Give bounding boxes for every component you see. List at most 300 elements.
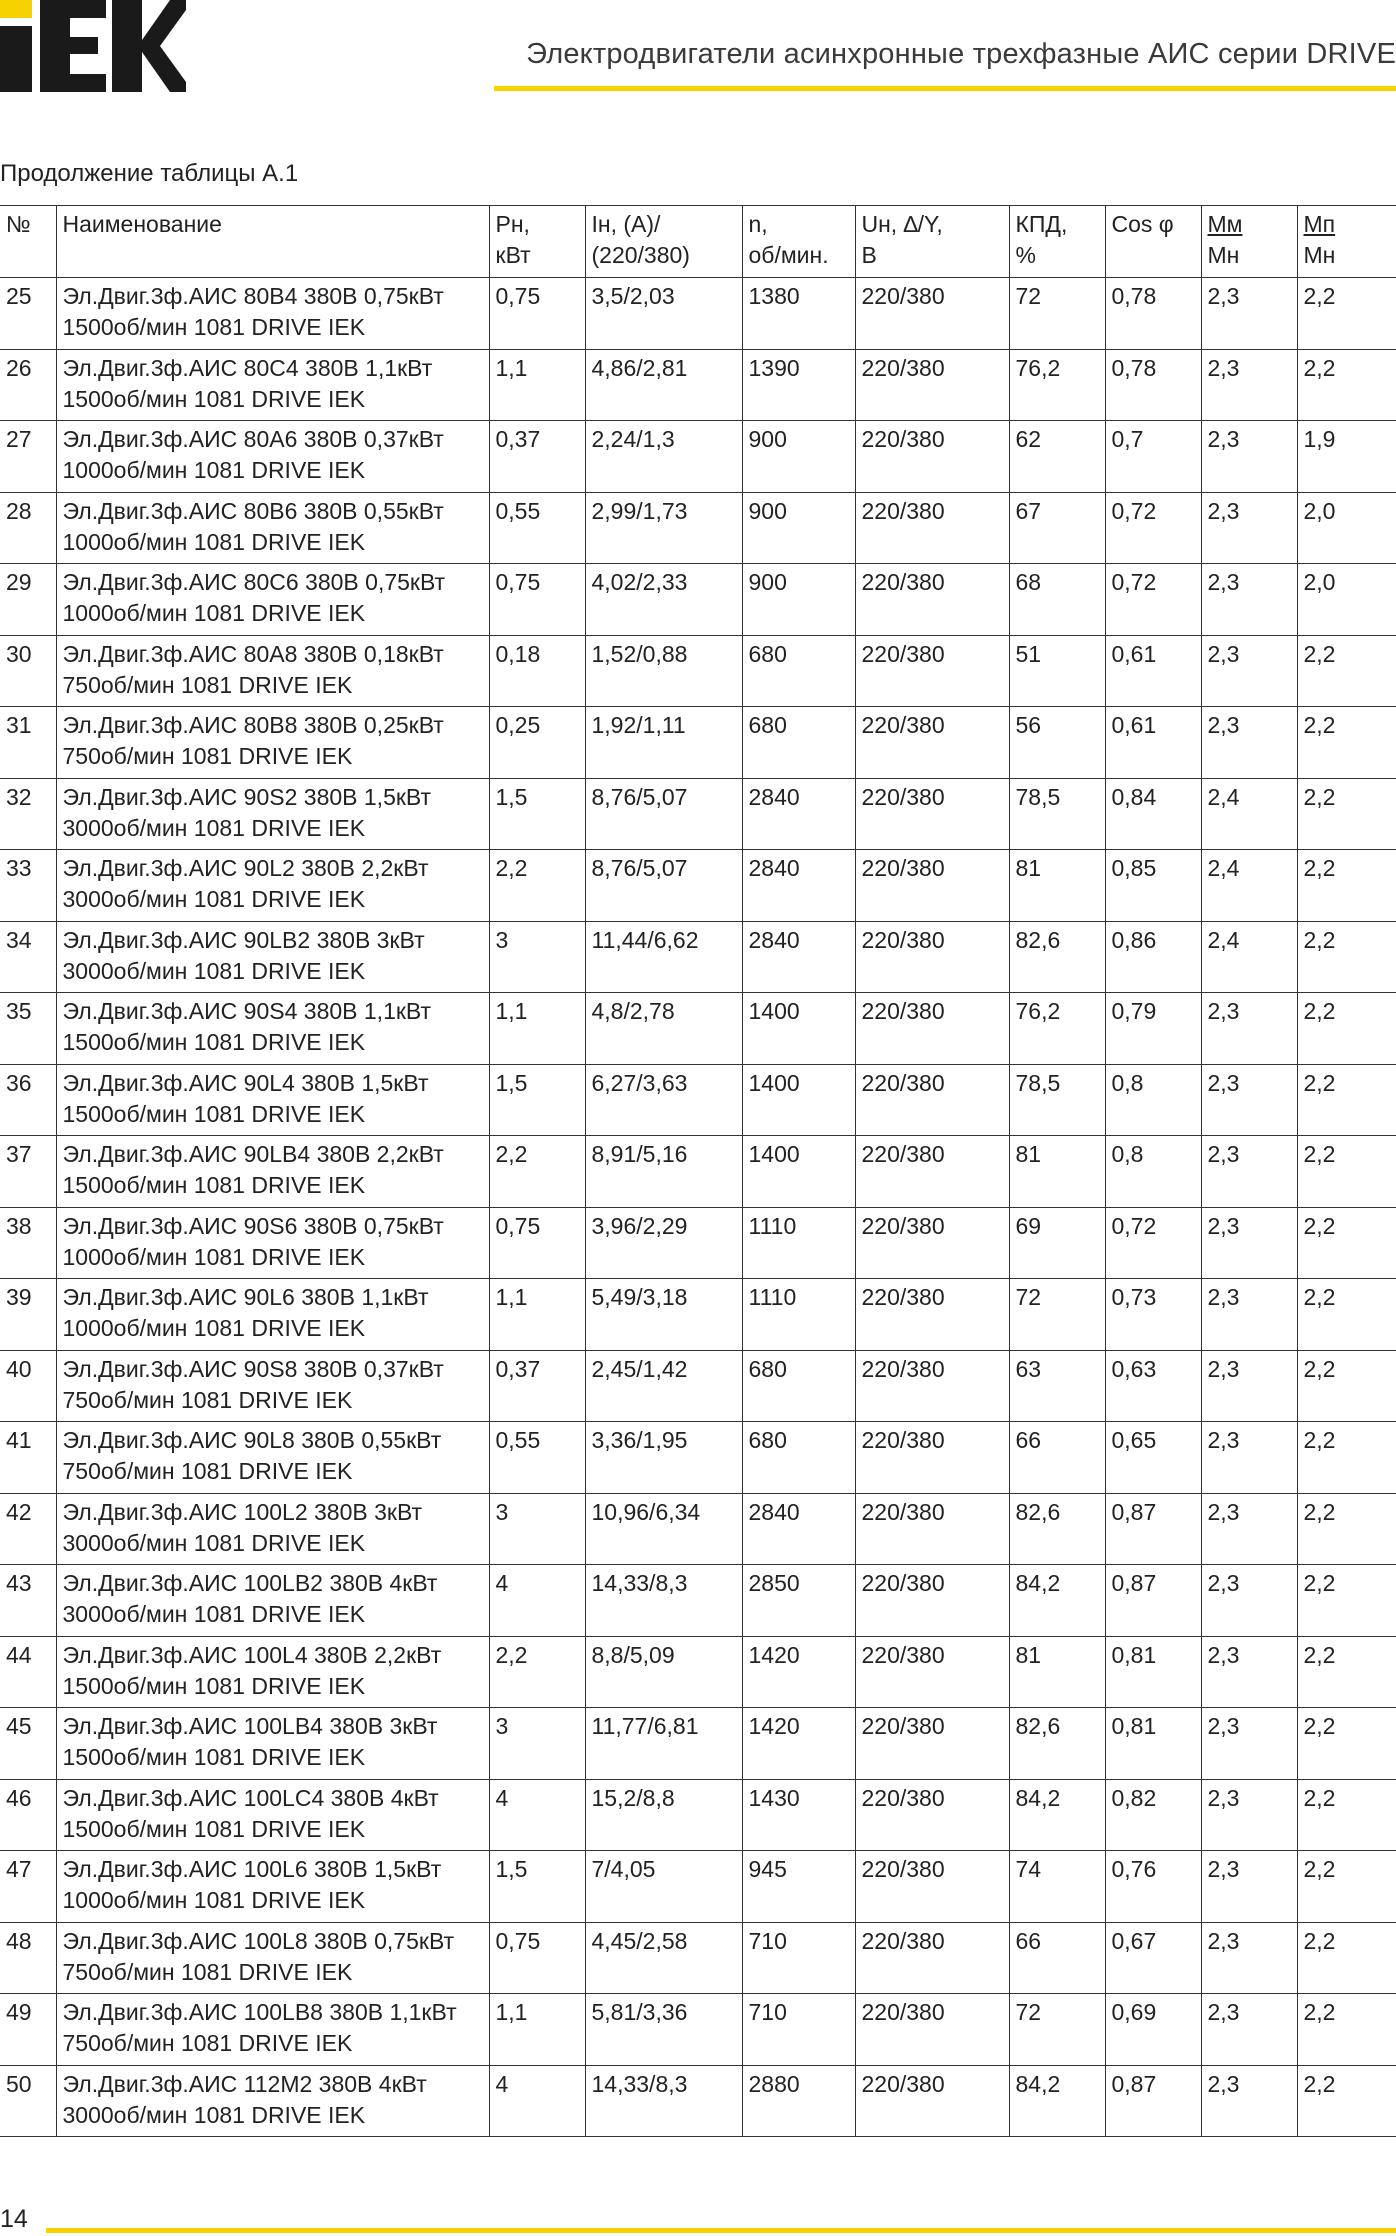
col-header-voltage: Uн, ∆/Y, B <box>855 206 1009 278</box>
table-header-row <box>0 206 1396 278</box>
cell-rated-current: 5,49/3,18 <box>585 1279 742 1351</box>
cell-row-number: 37 <box>0 1136 56 1208</box>
table-row <box>0 1708 1396 1780</box>
cell-efficiency: 82,6 <box>1009 1708 1105 1780</box>
cell-motor-name: Эл.Двиг.3ф.АИС 80B4 380В 0,75кВт 1500об/мин 1081 DRIVE IEK <box>56 278 489 350</box>
cell-start-torque-ratio: 2,0 <box>1297 564 1396 636</box>
cell-max-torque-ratio: 2,3 <box>1201 993 1297 1065</box>
cell-cos-phi: 0,8 <box>1105 1064 1201 1136</box>
table-row <box>0 778 1396 850</box>
cell-rated-current: 4,45/2,58 <box>585 1922 742 1994</box>
cell-start-torque-ratio: 2,2 <box>1297 2065 1396 2137</box>
cell-rated-voltage: 220/380 <box>855 1851 1009 1923</box>
table-row <box>0 993 1396 1065</box>
cell-motor-name: Эл.Двиг.3ф.АИС 80C4 380В 1,1кВт 1500об/мин 1081 DRIVE IEK <box>56 349 489 421</box>
cell-max-torque-ratio: 2,3 <box>1201 564 1297 636</box>
table-row <box>0 635 1396 707</box>
cell-max-torque-ratio: 2,4 <box>1201 921 1297 993</box>
cell-max-torque-ratio: 2,3 <box>1201 1779 1297 1851</box>
cell-cos-phi: 0,78 <box>1105 349 1201 421</box>
cell-row-number: 25 <box>0 278 56 350</box>
cell-motor-name: Эл.Двиг.3ф.АИС 90S2 380В 1,5кВт 3000об/мин 1081 DRIVE IEK <box>56 778 489 850</box>
cell-row-number: 39 <box>0 1279 56 1351</box>
cell-rated-power: 1,1 <box>489 1279 585 1351</box>
cell-efficiency: 84,2 <box>1009 1779 1105 1851</box>
cell-rated-current: 8,91/5,16 <box>585 1136 742 1208</box>
cell-rated-voltage: 220/380 <box>855 1064 1009 1136</box>
cell-rated-power: 3 <box>489 921 585 993</box>
col-header-number: № <box>0 206 56 278</box>
cell-rated-voltage: 220/380 <box>855 1279 1009 1351</box>
cell-rated-current: 3,36/1,95 <box>585 1422 742 1494</box>
cell-rated-voltage: 220/380 <box>855 1350 1009 1422</box>
cell-max-torque-ratio: 2,3 <box>1201 1708 1297 1780</box>
cell-start-torque-ratio: 2,2 <box>1297 707 1396 779</box>
cell-rated-speed: 2840 <box>742 778 855 850</box>
cell-rated-speed: 1420 <box>742 1708 855 1780</box>
table-row <box>0 850 1396 922</box>
cell-max-torque-ratio: 2,3 <box>1201 1422 1297 1494</box>
cell-rated-voltage: 220/380 <box>855 1708 1009 1780</box>
cell-rated-power: 3 <box>489 1708 585 1780</box>
cell-rated-voltage: 220/380 <box>855 1136 1009 1208</box>
cell-rated-current: 7/4,05 <box>585 1851 742 1923</box>
cell-efficiency: 56 <box>1009 707 1105 779</box>
cell-motor-name: Эл.Двиг.3ф.АИС 100L4 380В 2,2кВт 1500об/мин 1081 DRIVE IEK <box>56 1636 489 1708</box>
cell-start-torque-ratio: 2,2 <box>1297 1708 1396 1780</box>
cell-rated-power: 0,75 <box>489 1207 585 1279</box>
cell-max-torque-ratio: 2,3 <box>1201 1994 1297 2066</box>
cell-rated-current: 8,76/5,07 <box>585 778 742 850</box>
cell-rated-power: 0,75 <box>489 1922 585 1994</box>
cell-efficiency: 69 <box>1009 1207 1105 1279</box>
cell-max-torque-ratio: 2,3 <box>1201 1279 1297 1351</box>
col-header-power: Pн, кВт <box>489 206 585 278</box>
cell-max-torque-ratio: 2,3 <box>1201 492 1297 564</box>
cell-cos-phi: 0,76 <box>1105 1851 1201 1923</box>
cell-start-torque-ratio: 1,9 <box>1297 421 1396 493</box>
cell-rated-speed: 1420 <box>742 1636 855 1708</box>
cell-rated-current: 6,27/3,63 <box>585 1064 742 1136</box>
cell-rated-voltage: 220/380 <box>855 707 1009 779</box>
cell-efficiency: 63 <box>1009 1350 1105 1422</box>
table-row <box>0 421 1396 493</box>
cell-efficiency: 78,5 <box>1009 1064 1105 1136</box>
cell-motor-name: Эл.Двиг.3ф.АИС 90S6 380В 0,75кВт 1000об/мин 1081 DRIVE IEK <box>56 1207 489 1279</box>
cell-rated-speed: 710 <box>742 1922 855 1994</box>
cell-efficiency: 78,5 <box>1009 778 1105 850</box>
cell-motor-name: Эл.Двиг.3ф.АИС 100L8 380В 0,75кВт 750об/мин 1081 DRIVE IEK <box>56 1922 489 1994</box>
cell-rated-voltage: 220/380 <box>855 778 1009 850</box>
table-row <box>0 278 1396 350</box>
table-row <box>0 1064 1396 1136</box>
cell-rated-voltage: 220/380 <box>855 1493 1009 1565</box>
cell-motor-name: Эл.Двиг.3ф.АИС 112M2 380В 4кВт 3000об/мин 1081 DRIVE IEK <box>56 2065 489 2137</box>
cell-start-torque-ratio: 2,2 <box>1297 1136 1396 1208</box>
cell-max-torque-ratio: 2,3 <box>1201 1851 1297 1923</box>
cell-rated-voltage: 220/380 <box>855 349 1009 421</box>
table-row <box>0 707 1396 779</box>
cell-rated-speed: 2840 <box>742 1493 855 1565</box>
cell-rated-power: 0,25 <box>489 707 585 779</box>
table-row <box>0 564 1396 636</box>
cell-efficiency: 66 <box>1009 1422 1105 1494</box>
cell-rated-speed: 1110 <box>742 1207 855 1279</box>
cell-start-torque-ratio: 2,2 <box>1297 1994 1396 2066</box>
table-row <box>0 1422 1396 1494</box>
col-header-efficiency: КПД, % <box>1009 206 1105 278</box>
cell-motor-name: Эл.Двиг.3ф.АИС 100L2 380В 3кВт 3000об/мин 1081 DRIVE IEK <box>56 1493 489 1565</box>
cell-rated-power: 1,5 <box>489 778 585 850</box>
cell-rated-current: 3,96/2,29 <box>585 1207 742 1279</box>
cell-rated-voltage: 220/380 <box>855 1922 1009 1994</box>
table-row <box>0 349 1396 421</box>
cell-start-torque-ratio: 2,2 <box>1297 1636 1396 1708</box>
cell-cos-phi: 0,69 <box>1105 1994 1201 2066</box>
table-subtitle: Продолжение таблицы А.1 <box>0 160 299 187</box>
cell-row-number: 34 <box>0 921 56 993</box>
cell-cos-phi: 0,72 <box>1105 564 1201 636</box>
header-title: Электродвигатели асинхронные трехфазные АИС серии DRIVE <box>526 38 1396 70</box>
cell-cos-phi: 0,85 <box>1105 850 1201 922</box>
cell-row-number: 31 <box>0 707 56 779</box>
cell-start-torque-ratio: 2,2 <box>1297 778 1396 850</box>
cell-rated-voltage: 220/380 <box>855 1994 1009 2066</box>
cell-row-number: 29 <box>0 564 56 636</box>
cell-row-number: 32 <box>0 778 56 850</box>
cell-cos-phi: 0,87 <box>1105 1493 1201 1565</box>
cell-rated-current: 10,96/6,34 <box>585 1493 742 1565</box>
cell-cos-phi: 0,63 <box>1105 1350 1201 1422</box>
cell-rated-speed: 900 <box>742 492 855 564</box>
cell-start-torque-ratio: 2,2 <box>1297 1350 1396 1422</box>
cell-row-number: 27 <box>0 421 56 493</box>
table-row <box>0 1136 1396 1208</box>
table-row <box>0 1851 1396 1923</box>
cell-max-torque-ratio: 2,3 <box>1201 1636 1297 1708</box>
cell-max-torque-ratio: 2,3 <box>1201 278 1297 350</box>
table-row <box>0 492 1396 564</box>
cell-motor-name: Эл.Двиг.3ф.АИС 80B6 380В 0,55кВт 1000об/мин 1081 DRIVE IEK <box>56 492 489 564</box>
page-number: 14 <box>0 2205 28 2233</box>
cell-rated-current: 11,44/6,62 <box>585 921 742 993</box>
cell-rated-current: 1,92/1,11 <box>585 707 742 779</box>
cell-cos-phi: 0,81 <box>1105 1708 1201 1780</box>
cell-start-torque-ratio: 2,2 <box>1297 850 1396 922</box>
cell-row-number: 30 <box>0 635 56 707</box>
cell-row-number: 33 <box>0 850 56 922</box>
cell-cos-phi: 0,8 <box>1105 1136 1201 1208</box>
cell-efficiency: 84,2 <box>1009 2065 1105 2137</box>
cell-rated-power: 1,1 <box>489 993 585 1065</box>
cell-rated-voltage: 220/380 <box>855 278 1009 350</box>
table-row <box>0 1565 1396 1637</box>
cell-row-number: 42 <box>0 1493 56 1565</box>
cell-start-torque-ratio: 2,2 <box>1297 1207 1396 1279</box>
cell-row-number: 43 <box>0 1565 56 1637</box>
cell-efficiency: 82,6 <box>1009 1493 1105 1565</box>
cell-rated-current: 2,99/1,73 <box>585 492 742 564</box>
cell-start-torque-ratio: 2,0 <box>1297 492 1396 564</box>
cell-start-torque-ratio: 2,2 <box>1297 635 1396 707</box>
cell-cos-phi: 0,67 <box>1105 1922 1201 1994</box>
col-header-start-torque-ratio: $\frac{Мп}{Мн}$ <box>1297 206 1396 278</box>
cell-rated-voltage: 220/380 <box>855 1422 1009 1494</box>
cell-rated-speed: 1400 <box>742 1136 855 1208</box>
cell-rated-current: 14,33/8,3 <box>585 2065 742 2137</box>
table-row <box>0 1350 1396 1422</box>
cell-efficiency: 72 <box>1009 1279 1105 1351</box>
cell-rated-speed: 1380 <box>742 278 855 350</box>
cell-rated-power: 0,55 <box>489 492 585 564</box>
cell-row-number: 49 <box>0 1994 56 2066</box>
header-accent-line <box>494 86 1396 91</box>
cell-motor-name: Эл.Двиг.3ф.АИС 90LB4 380В 2,2кВт 1500об/мин 1081 DRIVE IEK <box>56 1136 489 1208</box>
cell-start-torque-ratio: 2,2 <box>1297 1851 1396 1923</box>
cell-cos-phi: 0,61 <box>1105 635 1201 707</box>
table-body <box>0 278 1396 2137</box>
cell-motor-name: Эл.Двиг.3ф.АИС 100LB4 380В 3кВт 1500об/мин 1081 DRIVE IEK <box>56 1708 489 1780</box>
cell-efficiency: 67 <box>1009 492 1105 564</box>
cell-rated-current: 2,24/1,3 <box>585 421 742 493</box>
cell-rated-power: 2,2 <box>489 1136 585 1208</box>
cell-row-number: 36 <box>0 1064 56 1136</box>
cell-rated-power: 4 <box>489 2065 585 2137</box>
cell-motor-name: Эл.Двиг.3ф.АИС 90L2 380В 2,2кВт 3000об/мин 1081 DRIVE IEK <box>56 850 489 922</box>
cell-efficiency: 62 <box>1009 421 1105 493</box>
cell-row-number: 47 <box>0 1851 56 1923</box>
cell-row-number: 28 <box>0 492 56 564</box>
cell-efficiency: 72 <box>1009 1994 1105 2066</box>
footer-accent-line <box>46 2228 1396 2233</box>
cell-rated-voltage: 220/380 <box>855 850 1009 922</box>
cell-start-torque-ratio: 2,2 <box>1297 993 1396 1065</box>
cell-rated-power: 1,1 <box>489 1994 585 2066</box>
cell-cos-phi: 0,61 <box>1105 707 1201 779</box>
cell-rated-current: 8,8/5,09 <box>585 1636 742 1708</box>
table-row <box>0 921 1396 993</box>
cell-motor-name: Эл.Двиг.3ф.АИС 80B8 380В 0,25кВт 750об/мин 1081 DRIVE IEK <box>56 707 489 779</box>
cell-motor-name: Эл.Двиг.3ф.АИС 90L4 380В 1,5кВт 1500об/мин 1081 DRIVE IEK <box>56 1064 489 1136</box>
cell-max-torque-ratio: 2,3 <box>1201 349 1297 421</box>
cell-efficiency: 81 <box>1009 1136 1105 1208</box>
cell-rated-current: 8,76/5,07 <box>585 850 742 922</box>
cell-row-number: 35 <box>0 993 56 1065</box>
cell-rated-power: 3 <box>489 1493 585 1565</box>
cell-rated-power: 0,75 <box>489 278 585 350</box>
cell-max-torque-ratio: 2,3 <box>1201 2065 1297 2137</box>
cell-max-torque-ratio: 2,3 <box>1201 1493 1297 1565</box>
cell-cos-phi: 0,86 <box>1105 921 1201 993</box>
cell-rated-power: 0,75 <box>489 564 585 636</box>
cell-efficiency: 51 <box>1009 635 1105 707</box>
cell-rated-power: 0,37 <box>489 1350 585 1422</box>
cell-rated-speed: 2840 <box>742 921 855 993</box>
cell-start-torque-ratio: 2,2 <box>1297 1064 1396 1136</box>
table-row <box>0 1493 1396 1565</box>
cell-start-torque-ratio: 2,2 <box>1297 1422 1396 1494</box>
cell-rated-power: 1,1 <box>489 349 585 421</box>
cell-rated-current: 14,33/8,3 <box>585 1565 742 1637</box>
cell-rated-voltage: 220/380 <box>855 492 1009 564</box>
cell-motor-name: Эл.Двиг.3ф.АИС 100LC4 380В 4кВт 1500об/мин 1081 DRIVE IEK <box>56 1779 489 1851</box>
iek-logo <box>0 0 186 92</box>
cell-rated-speed: 1430 <box>742 1779 855 1851</box>
cell-rated-current: 11,77/6,81 <box>585 1708 742 1780</box>
cell-motor-name: Эл.Двиг.3ф.АИС 90L6 380В 1,1кВт 1000об/мин 1081 DRIVE IEK <box>56 1279 489 1351</box>
cell-rated-power: 0,18 <box>489 635 585 707</box>
cell-rated-voltage: 220/380 <box>855 921 1009 993</box>
cell-row-number: 50 <box>0 2065 56 2137</box>
table-row <box>0 1207 1396 1279</box>
cell-rated-current: 4,8/2,78 <box>585 993 742 1065</box>
cell-rated-voltage: 220/380 <box>855 564 1009 636</box>
cell-cos-phi: 0,73 <box>1105 1279 1201 1351</box>
cell-cos-phi: 0,65 <box>1105 1422 1201 1494</box>
cell-start-torque-ratio: 2,2 <box>1297 921 1396 993</box>
cell-max-torque-ratio: 2,3 <box>1201 707 1297 779</box>
cell-rated-power: 4 <box>489 1565 585 1637</box>
cell-rated-power: 1,5 <box>489 1064 585 1136</box>
col-header-cos-phi: Cos φ <box>1105 206 1201 278</box>
cell-cos-phi: 0,84 <box>1105 778 1201 850</box>
col-header-name: Наименование <box>56 206 489 278</box>
cell-cos-phi: 0,7 <box>1105 421 1201 493</box>
table-row <box>0 1636 1396 1708</box>
cell-rated-power: 2,2 <box>489 850 585 922</box>
cell-rated-speed: 900 <box>742 421 855 493</box>
cell-efficiency: 72 <box>1009 278 1105 350</box>
cell-motor-name: Эл.Двиг.3ф.АИС 100LB8 380В 1,1кВт 750об/мин 1081 DRIVE IEK <box>56 1994 489 2066</box>
cell-max-torque-ratio: 2,3 <box>1201 1922 1297 1994</box>
cell-efficiency: 84,2 <box>1009 1565 1105 1637</box>
cell-rated-voltage: 220/380 <box>855 1207 1009 1279</box>
cell-rated-voltage: 220/380 <box>855 1636 1009 1708</box>
cell-rated-voltage: 220/380 <box>855 635 1009 707</box>
cell-row-number: 46 <box>0 1779 56 1851</box>
cell-efficiency: 81 <box>1009 850 1105 922</box>
cell-rated-current: 15,2/8,8 <box>585 1779 742 1851</box>
cell-rated-current: 3,5/2,03 <box>585 278 742 350</box>
table-row <box>0 1279 1396 1351</box>
cell-max-torque-ratio: 2,4 <box>1201 850 1297 922</box>
cell-efficiency: 74 <box>1009 1851 1105 1923</box>
cell-rated-power: 0,37 <box>489 421 585 493</box>
cell-row-number: 41 <box>0 1422 56 1494</box>
col-header-speed: n, об/мин. <box>742 206 855 278</box>
cell-start-torque-ratio: 2,2 <box>1297 1493 1396 1565</box>
cell-rated-current: 4,02/2,33 <box>585 564 742 636</box>
cell-rated-speed: 1110 <box>742 1279 855 1351</box>
cell-cos-phi: 0,87 <box>1105 1565 1201 1637</box>
cell-efficiency: 76,2 <box>1009 993 1105 1065</box>
cell-row-number: 44 <box>0 1636 56 1708</box>
cell-motor-name: Эл.Двиг.3ф.АИС 80A8 380В 0,18кВт 750об/мин 1081 DRIVE IEK <box>56 635 489 707</box>
cell-start-torque-ratio: 2,2 <box>1297 1279 1396 1351</box>
cell-row-number: 26 <box>0 349 56 421</box>
col-header-max-torque-ratio: $\frac{Мм}{Мн}$ <box>1201 206 1297 278</box>
cell-rated-voltage: 220/380 <box>855 1565 1009 1637</box>
table-row <box>0 2065 1396 2137</box>
cell-start-torque-ratio: 2,2 <box>1297 1922 1396 1994</box>
col-header-current: Iн, (A)/ (220/380) <box>585 206 742 278</box>
table-row <box>0 1994 1396 2066</box>
cell-rated-speed: 2850 <box>742 1565 855 1637</box>
cell-rated-speed: 2880 <box>742 2065 855 2137</box>
cell-row-number: 45 <box>0 1708 56 1780</box>
cell-rated-current: 4,86/2,81 <box>585 349 742 421</box>
cell-rated-speed: 2840 <box>742 850 855 922</box>
cell-rated-voltage: 220/380 <box>855 421 1009 493</box>
cell-rated-power: 0,55 <box>489 1422 585 1494</box>
cell-rated-speed: 680 <box>742 1422 855 1494</box>
table-row <box>0 1922 1396 1994</box>
cell-rated-power: 2,2 <box>489 1636 585 1708</box>
cell-cos-phi: 0,78 <box>1105 278 1201 350</box>
cell-efficiency: 66 <box>1009 1922 1105 1994</box>
cell-cos-phi: 0,82 <box>1105 1779 1201 1851</box>
cell-start-torque-ratio: 2,2 <box>1297 1779 1396 1851</box>
cell-rated-current: 5,81/3,36 <box>585 1994 742 2066</box>
cell-start-torque-ratio: 2,2 <box>1297 349 1396 421</box>
cell-motor-name: Эл.Двиг.3ф.АИС 100LB2 380В 4кВт 3000об/мин 1081 DRIVE IEK <box>56 1565 489 1637</box>
cell-rated-speed: 1400 <box>742 993 855 1065</box>
cell-rated-speed: 945 <box>742 1851 855 1923</box>
cell-cos-phi: 0,72 <box>1105 1207 1201 1279</box>
cell-max-torque-ratio: 2,3 <box>1201 1136 1297 1208</box>
cell-cos-phi: 0,81 <box>1105 1636 1201 1708</box>
cell-rated-power: 4 <box>489 1779 585 1851</box>
cell-motor-name: Эл.Двиг.3ф.АИС 80A6 380В 0,37кВт 1000об/мин 1081 DRIVE IEK <box>56 421 489 493</box>
cell-motor-name: Эл.Двиг.3ф.АИС 90S4 380В 1,1кВт 1500об/мин 1081 DRIVE IEK <box>56 993 489 1065</box>
cell-rated-speed: 710 <box>742 1994 855 2066</box>
cell-row-number: 40 <box>0 1350 56 1422</box>
cell-rated-current: 2,45/1,42 <box>585 1350 742 1422</box>
cell-start-torque-ratio: 2,2 <box>1297 1565 1396 1637</box>
cell-max-torque-ratio: 2,3 <box>1201 421 1297 493</box>
cell-max-torque-ratio: 2,3 <box>1201 1064 1297 1136</box>
cell-rated-speed: 680 <box>742 707 855 779</box>
cell-cos-phi: 0,79 <box>1105 993 1201 1065</box>
cell-row-number: 48 <box>0 1922 56 1994</box>
cell-motor-name: Эл.Двиг.3ф.АИС 90S8 380В 0,37кВт 750об/мин 1081 DRIVE IEK <box>56 1350 489 1422</box>
cell-motor-name: Эл.Двиг.3ф.АИС 100L6 380В 1,5кВт 1000об/мин 1081 DRIVE IEK <box>56 1851 489 1923</box>
cell-motor-name: Эл.Двиг.3ф.АИС 90LB2 380В 3кВт 3000об/мин 1081 DRIVE IEK <box>56 921 489 993</box>
cell-rated-power: 1,5 <box>489 1851 585 1923</box>
cell-row-number: 38 <box>0 1207 56 1279</box>
cell-rated-speed: 1390 <box>742 349 855 421</box>
cell-max-torque-ratio: 2,3 <box>1201 1350 1297 1422</box>
cell-efficiency: 68 <box>1009 564 1105 636</box>
cell-efficiency: 76,2 <box>1009 349 1105 421</box>
cell-rated-speed: 680 <box>742 635 855 707</box>
cell-motor-name: Эл.Двиг.3ф.АИС 90L8 380В 0,55кВт 750об/мин 1081 DRIVE IEK <box>56 1422 489 1494</box>
cell-cos-phi: 0,72 <box>1105 492 1201 564</box>
cell-start-torque-ratio: 2,2 <box>1297 278 1396 350</box>
cell-efficiency: 82,6 <box>1009 921 1105 993</box>
cell-cos-phi: 0,87 <box>1105 2065 1201 2137</box>
cell-rated-speed: 680 <box>742 1350 855 1422</box>
cell-max-torque-ratio: 2,3 <box>1201 635 1297 707</box>
cell-max-torque-ratio: 2,4 <box>1201 778 1297 850</box>
cell-max-torque-ratio: 2,3 <box>1201 1565 1297 1637</box>
cell-rated-current: 1,52/0,88 <box>585 635 742 707</box>
cell-rated-speed: 1400 <box>742 1064 855 1136</box>
cell-rated-voltage: 220/380 <box>855 1779 1009 1851</box>
cell-rated-voltage: 220/380 <box>855 2065 1009 2137</box>
cell-motor-name: Эл.Двиг.3ф.АИС 80C6 380В 0,75кВт 1000об/мин 1081 DRIVE IEK <box>56 564 489 636</box>
cell-rated-voltage: 220/380 <box>855 993 1009 1065</box>
